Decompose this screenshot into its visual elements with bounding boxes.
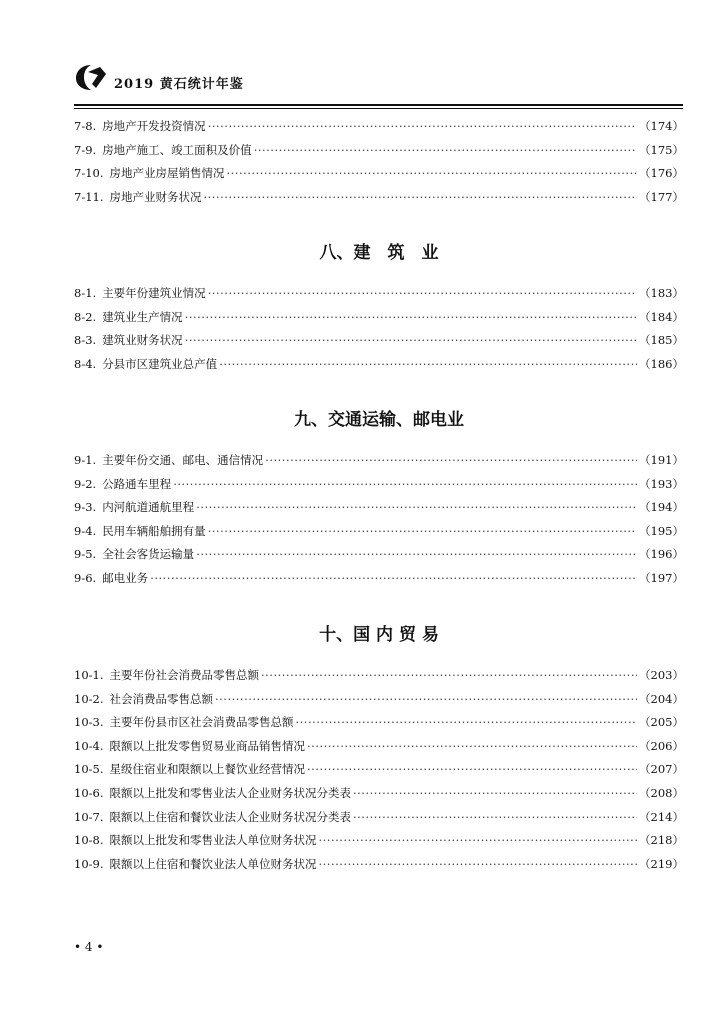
leader-dots (261, 668, 637, 682)
toc-entry[interactable]: 8-4. 分县市区建筑业总产值 ····· （186） (74, 356, 684, 380)
toc-entry[interactable]: 10-6. 限额以上批发和零售业法人企业财务状况分类表 ····· （208） (74, 785, 684, 809)
leader-dots (173, 477, 637, 491)
toc-entry[interactable]: 9-4. 民用车辆船舶拥有量 ····· （195） (74, 523, 684, 547)
toc-entry[interactable]: 9-3. 内河航道通航里程 ····· （194） (74, 499, 684, 523)
leader-dots (215, 692, 637, 706)
leader-dots (319, 833, 638, 847)
leader-dots (219, 357, 637, 371)
leader-dots (208, 286, 637, 300)
toc-group-10 (74, 667, 684, 879)
leader-dots (196, 500, 637, 514)
toc-entry[interactable]: 9-5. 全社会客货运输量 ····· （196） (74, 546, 684, 570)
leader-dots (185, 333, 637, 347)
leader-dots (185, 310, 637, 324)
leader-dots (208, 119, 637, 133)
toc-entry[interactable]: 10-1. 主要年份社会消费品零售总额 ····· （203） (74, 667, 684, 691)
toc-group-7 (74, 118, 684, 212)
leader-dots (296, 715, 638, 729)
section-heading-transport: 九、交通运输、邮电业 (294, 410, 464, 430)
leader-dots (196, 547, 637, 561)
leader-dots (265, 453, 637, 467)
toc-entry[interactable]: 10-2. 社会消费品零售总额 ····· （204） (74, 691, 684, 715)
header-rule (74, 104, 683, 106)
leader-dots (254, 143, 637, 157)
toc-entry[interactable]: 10-3. 主要年份县市区社会消费品零售总额 ····· （205） (74, 714, 684, 738)
leader-dots (307, 762, 637, 776)
section-heading-construction: 八、建 筑 业 (319, 243, 439, 263)
toc-entry[interactable]: 8-2. 建筑业生产情况 ····· （184） (74, 309, 684, 333)
toc-entry[interactable]: 8-1. 主要年份建筑业情况 ····· （183） (74, 285, 684, 309)
leader-dots (307, 739, 637, 753)
toc-entry[interactable]: 9-1. 主要年份交通、邮电、通信情况 ····· （191） (74, 452, 684, 476)
toc-entry[interactable]: 10-4. 限额以上批发零售贸易业商品销售情况 ····· （206） (74, 738, 684, 762)
leader-dots (353, 810, 637, 824)
toc-entry[interactable]: 9-6. 邮电业务 ····· （197） (74, 570, 684, 594)
toc-entry[interactable]: 7-8. 房地产开发投资情况 ····· （174） (74, 118, 684, 142)
toc-entry[interactable]: 7-10. 房地产业房屋销售情况 ····· （176） (74, 165, 684, 189)
toc-entry[interactable]: 8-3. 建筑业财务状况 ····· （185） (74, 332, 684, 356)
toc-entry[interactable]: 9-2. 公路通车里程 ····· （193） (74, 476, 684, 500)
section-heading-domestic-trade: 十、国 内 贸 易 (319, 625, 439, 645)
leader-dots (204, 190, 638, 204)
leader-dots (208, 524, 637, 538)
yearbook-logo-icon (74, 62, 108, 92)
toc-entry[interactable]: 7-9. 房地产施工、竣工面积及价值 ····· （175） (74, 142, 684, 166)
toc-group-9 (74, 452, 684, 594)
header-rule-thin (74, 108, 683, 109)
toc-group-8 (74, 285, 684, 379)
leader-dots (227, 166, 638, 180)
toc-entry[interactable]: 10-8. 限额以上批发和零售业法人单位财务状况 ····· （218） (74, 832, 684, 856)
toc-entry[interactable]: 10-5. 星级住宿业和限额以上餐饮业经营情况 ····· （207） (74, 761, 684, 785)
toc-entry[interactable]: 10-7. 限额以上住宿和餐饮业法人企业财务状况分类表 ····· （214） (74, 809, 684, 833)
leader-dots (319, 857, 638, 871)
toc-entry[interactable]: 10-9. 限额以上住宿和餐饮业法人单位财务状况 ····· （219） (74, 856, 684, 880)
toc-entry[interactable]: 7-11. 房地产业财务状况 ····· （177） (74, 189, 684, 213)
leader-dots (353, 786, 637, 800)
page-header (74, 62, 684, 102)
book-title: 2019 黄石统计年鉴 (114, 77, 244, 92)
leader-dots (150, 571, 637, 585)
page-number: • 4 • (74, 940, 104, 954)
